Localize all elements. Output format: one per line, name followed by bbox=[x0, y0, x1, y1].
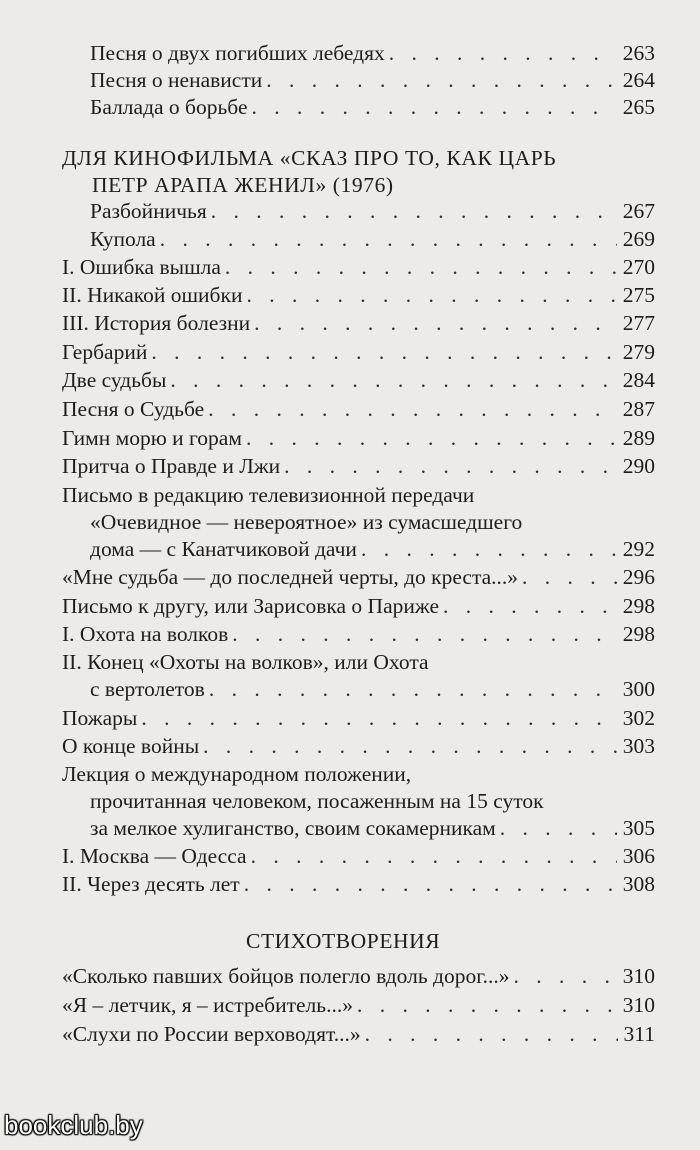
toc-entry-title-line: Письмо в редакцию телевизионной передачи bbox=[62, 483, 475, 507]
toc-entry bbox=[0, 1021, 700, 1048]
dot-leader bbox=[209, 676, 617, 703]
toc-entry-title: Гимн морю и горам bbox=[62, 426, 242, 450]
dot-leader bbox=[361, 536, 617, 563]
dot-leader bbox=[254, 310, 617, 337]
page-number: 265 bbox=[622, 95, 655, 119]
toc-entry-title: III. История болезни bbox=[62, 311, 251, 335]
toc-entry bbox=[0, 593, 700, 620]
dot-leader bbox=[389, 40, 617, 67]
toc-entry-title: О конце войны bbox=[62, 734, 200, 758]
toc-entry bbox=[0, 339, 700, 366]
toc-entry bbox=[0, 254, 700, 281]
dot-leader bbox=[208, 396, 617, 423]
page-number: 267 bbox=[622, 199, 655, 223]
toc-entry bbox=[0, 40, 700, 67]
toc-entry bbox=[0, 992, 700, 1019]
toc-entry bbox=[0, 621, 700, 648]
toc-entry bbox=[0, 94, 700, 121]
toc-entry-title: Гербарий bbox=[62, 340, 148, 364]
dot-leader bbox=[211, 198, 617, 225]
page-number: 289 bbox=[622, 426, 655, 450]
toc-entry-title-line: Лекция о международном положении, bbox=[62, 762, 412, 786]
toc-entry bbox=[0, 705, 700, 732]
dot-leader bbox=[514, 963, 617, 990]
page-number: 287 bbox=[622, 397, 655, 421]
toc-entry-title: Пожары bbox=[62, 706, 138, 730]
toc-entry bbox=[0, 453, 700, 480]
page-number: 284 bbox=[622, 368, 655, 392]
toc-entry bbox=[0, 198, 700, 225]
toc-entry-title: дома — с Канатчиковой дачи bbox=[90, 537, 357, 562]
dot-leader bbox=[246, 282, 616, 309]
toc-entry-title: Разбойничья bbox=[90, 199, 207, 223]
page-number: 263 bbox=[622, 41, 655, 65]
page-number: 270 bbox=[622, 255, 655, 279]
toc-entry bbox=[0, 367, 700, 394]
dot-leader bbox=[170, 367, 616, 394]
dot-leader bbox=[284, 453, 617, 480]
toc-entry-title: Письмо к другу, или Зарисовка о Париже bbox=[62, 594, 439, 618]
section-heading: СТИХОТВОРЕНИЯ bbox=[246, 929, 441, 953]
dot-leader bbox=[522, 564, 617, 591]
toc-entry bbox=[0, 963, 700, 990]
dot-leader bbox=[500, 815, 617, 842]
section-heading: ПЕТР АРАПА ЖЕНИЛ» (1976) bbox=[92, 173, 394, 198]
dot-leader bbox=[232, 621, 616, 648]
toc-entry-title: за мелкое хулиганство, своим сокамерникам bbox=[90, 816, 496, 841]
page-number: 308 bbox=[622, 872, 655, 896]
page-number: 279 bbox=[622, 340, 655, 364]
page-number: 298 bbox=[622, 622, 655, 646]
page-number: 290 bbox=[622, 454, 655, 478]
toc-entry-title: II. Никакой ошибки bbox=[62, 283, 243, 307]
toc-entry bbox=[0, 871, 700, 898]
page-number: 300 bbox=[622, 677, 655, 702]
toc-entry-title: Песня о Судьбе bbox=[62, 397, 205, 421]
toc-entry-title-line: прочитанная человеком, посаженным на 15 суток bbox=[90, 789, 544, 814]
toc-entry-title: I. Охота на волков bbox=[62, 622, 229, 646]
dot-leader bbox=[251, 843, 617, 870]
toc-entry bbox=[0, 564, 700, 591]
toc-entry bbox=[0, 310, 700, 337]
toc-entry bbox=[0, 226, 700, 253]
dot-leader bbox=[246, 425, 617, 452]
toc-entry bbox=[0, 425, 700, 452]
dot-leader bbox=[151, 339, 616, 366]
dot-leader bbox=[160, 226, 617, 253]
page-number: 296 bbox=[622, 565, 655, 589]
dot-leader bbox=[203, 733, 617, 760]
toc-entry-title: «Сколько павших бойцов полегло вдоль дорог...» bbox=[62, 964, 510, 988]
toc-entry-title: «Я – летчик, я – истребитель...» bbox=[62, 993, 353, 1017]
toc-entry-title: «Мне судьба — до последней черты, до креста...» bbox=[62, 565, 519, 589]
toc-entry-title: Песня о двух погибших лебедях bbox=[90, 41, 385, 65]
dot-leader bbox=[365, 1021, 618, 1048]
page-number: 305 bbox=[622, 816, 655, 841]
toc-entry bbox=[0, 67, 700, 94]
toc-entry-title: I. Москва — Одесса bbox=[62, 844, 247, 868]
dot-leader bbox=[225, 254, 617, 281]
dot-leader bbox=[141, 705, 616, 732]
toc-entry-title: I. Ошибка вышла bbox=[62, 255, 221, 279]
page-number: 269 bbox=[622, 227, 655, 251]
page-number: 292 bbox=[622, 537, 655, 562]
toc-entry bbox=[0, 733, 700, 760]
toc-entry-title: Притча о Правде и Лжи bbox=[62, 454, 281, 478]
section-heading: ДЛЯ КИНОФИЛЬМА «СКАЗ ПРО ТО, КАК ЦАРЬ bbox=[62, 146, 557, 170]
toc-entry-title: «Слухи по России верховодят...» bbox=[62, 1022, 361, 1046]
page-number: 306 bbox=[622, 844, 655, 868]
dot-leader bbox=[357, 992, 617, 1019]
dot-leader bbox=[443, 593, 617, 620]
toc-entry bbox=[0, 649, 700, 703]
toc-entry bbox=[0, 843, 700, 870]
dot-leader bbox=[266, 67, 617, 94]
watermark: bookclub.by bbox=[4, 1110, 143, 1140]
toc-entry bbox=[0, 396, 700, 423]
page-number: 303 bbox=[622, 734, 655, 758]
toc-entry-title: Купола bbox=[90, 227, 156, 251]
toc-entry bbox=[0, 482, 700, 563]
page-number: 277 bbox=[622, 311, 655, 335]
toc-entry-title-line: II. Конец «Охоты на волков», или Охота bbox=[62, 650, 429, 674]
page-number: 298 bbox=[622, 594, 655, 618]
dot-leader bbox=[252, 94, 617, 121]
toc-entry-title: Баллада о борьбе bbox=[90, 95, 248, 119]
page-number: 311 bbox=[623, 1022, 655, 1046]
toc-entry-title: Две судьбы bbox=[62, 368, 167, 392]
page-number: 310 bbox=[622, 993, 655, 1017]
toc-entry bbox=[0, 761, 700, 842]
page-number: 310 bbox=[622, 964, 655, 988]
page-number: 302 bbox=[622, 706, 655, 730]
toc-entry-title: II. Через десять лет bbox=[62, 872, 240, 896]
toc-entry-title: с вертолетов bbox=[90, 677, 205, 702]
toc-entry-title: Песня о ненависти bbox=[90, 68, 263, 92]
toc-entry bbox=[0, 282, 700, 309]
toc-entry-title-line: «Очевидное — невероятное» из сумасшедшего bbox=[90, 510, 523, 535]
dot-leader bbox=[244, 871, 617, 898]
page-number: 264 bbox=[622, 68, 655, 92]
page-number: 275 bbox=[622, 283, 655, 307]
